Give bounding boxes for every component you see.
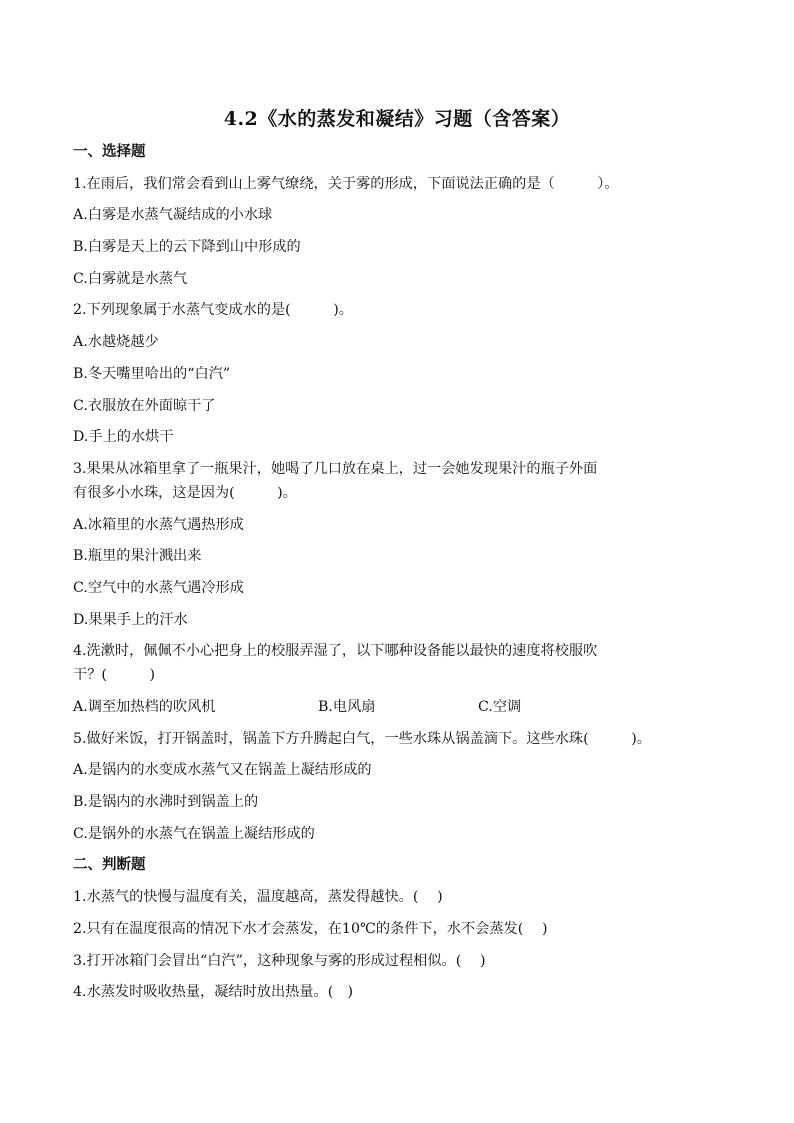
question-1-option-c: C.白雾就是水蒸气: [73, 270, 188, 287]
question-3-option-c: C.空气中的水蒸气遇冷形成: [73, 579, 244, 596]
judgement-item-3: 3.打开冰箱门会冒出“白汽”，这种现象与雾的形成过程相似。( ): [73, 952, 486, 969]
document-content: [73, 142, 733, 1014]
question-5-option-c: C.是锅外的水蒸气在锅盖上凝结形成的: [73, 825, 315, 842]
section-heading-judgement: 二、判断题: [73, 856, 146, 874]
judgement-item-2: 2.只有在温度很高的情况下水才会蒸发，在10℃的条件下，水不会蒸发( ): [73, 920, 548, 937]
question-3-option-a: A.冰箱里的水蒸气遇热形成: [73, 516, 244, 533]
question-5-stem: 5.做好米饭，打开锅盖时，锅盖下方升腾起白气，一些水珠从锅盖滴下。这些水珠( )。: [73, 730, 651, 747]
question-2-option-c: C.衣服放在外面晾干了: [73, 397, 216, 414]
section-heading-choice: 一、选择题: [73, 143, 146, 160]
document-title: 4.2《水的蒸发和凝结》习题（含答案）: [223, 108, 571, 130]
question-3-stem-line2: 有很多小水珠，这是因为( )。: [73, 484, 297, 501]
question-2-option-b: B.冬天嘴里哈出的“白汽”: [73, 365, 231, 382]
judgement-item-4: 4.水蒸发时吸收热量，凝结时放出热量。( ): [73, 984, 353, 1001]
question-4-option-b: B.电风扇: [318, 699, 376, 715]
question-2-stem: 2.下列现象属于水蒸气变成水的是( )。: [73, 302, 353, 319]
question-5-option-b: B.是锅内的水沸时到锅盖上的: [73, 794, 259, 811]
question-2-option-a: A.水越烧越少: [73, 334, 159, 351]
judgement-item-1: 1.水蒸气的快慢与温度有关，温度越高，蒸发得越快。( ): [73, 889, 443, 906]
question-3-option-d: D.果果手上的汗水: [73, 611, 188, 628]
question-3-option-b: B.瓶里的果汁溅出来: [73, 548, 202, 565]
question-1-option-b: B.白雾是天上的云下降到山中形成的: [73, 239, 301, 256]
question-1-stem: 1.在雨后，我们常会看到山上雾气缭绕，关于雾的形成，下面说法正确的是（ ）。: [73, 175, 619, 192]
question-4-option-c: C.空调: [478, 699, 522, 715]
question-3-stem-line1: 3.果果从冰箱里拿了一瓶果汁，她喝了几口放在桌上，过一会她发现果汁的瓶子外面: [73, 460, 598, 477]
question-4-stem-line1: 4.洗漱时，佩佩不小心把身上的校服弄湿了，以下哪种设备能以最快的速度将校服吹: [73, 643, 598, 660]
question-4-option-a: A.调至加热档的吹风机: [73, 699, 216, 715]
question-2-option-d: D.手上的水烘干: [73, 429, 174, 446]
question-5-option-a: A.是锅内的水变成水蒸气又在锅盖上凝结形成的: [73, 762, 372, 779]
question-1-option-a: A.白雾是水蒸气凝结成的小水球: [73, 207, 273, 224]
question-4-options: [73, 697, 733, 717]
question-4-stem-line2: 干？( ): [73, 667, 156, 684]
